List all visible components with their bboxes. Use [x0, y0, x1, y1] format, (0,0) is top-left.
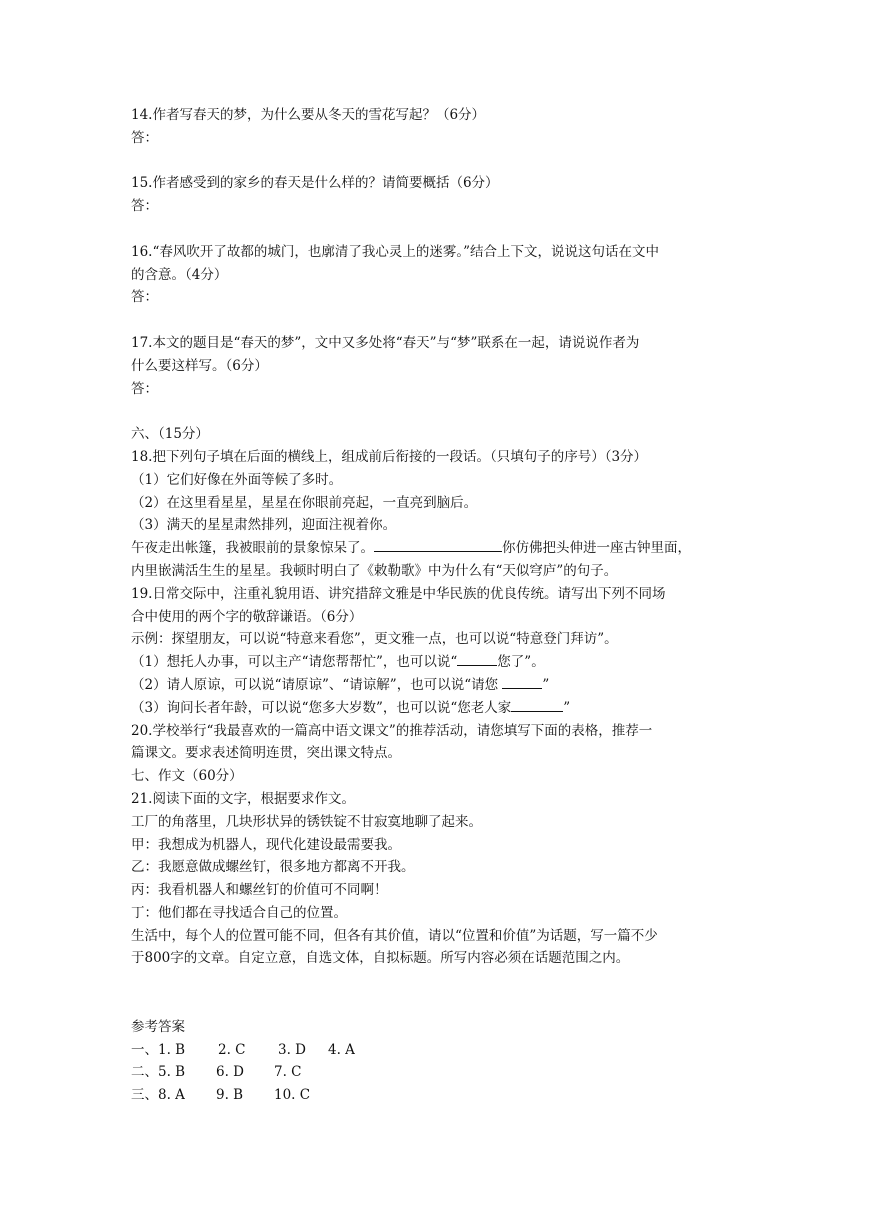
question-21-material: 乙：我愿意做成螺丝钉，很多地方都离不开我。: [131, 859, 415, 876]
question-21-material: 丙：我看机器人和螺丝钉的价值可不同啊！: [131, 882, 388, 899]
question-17-line: 什么要这样写。（6分）: [131, 357, 268, 374]
question-18-passage: 午夜走出帐篷，我被眼前的景象惊呆了。 你仿佛把头伸进一座古钟里面，: [131, 537, 739, 560]
question-16-line: 的含意。（4分）: [131, 266, 228, 283]
fill-blank[interactable]: [511, 697, 563, 712]
question-21-material: 丁：他们都在寻找适合自己的位置。: [131, 904, 347, 921]
question-20-line: 篇课文。要求表述简明连贯，突出课文特点。: [131, 745, 401, 762]
question-21-prompt: 21.阅读下面的文字，根据要求作文。: [131, 790, 355, 807]
answer-key-title: 参考答案: [131, 1018, 185, 1035]
answer-label: 答：: [131, 129, 158, 146]
answer-key-row: 二、5. B 6. D 7. C: [131, 1064, 302, 1081]
question-19-item: （1）想托人办事，可以主产“请您帮帮忙”，也可以说“ 您了”。: [131, 651, 739, 674]
question-16-line: 16.“春风吹开了故都的城门，也廓清了我心灵上的迷雾。”结合上下文，说说这句话在文中: [131, 243, 660, 260]
question-18-option: （1）它们好像在外面等候了多时。: [131, 471, 343, 488]
answer-label: 答：: [131, 289, 158, 306]
question-14: 14.作者写春天的梦，为什么要从冬天的雪花写起？（6分）: [131, 107, 486, 123]
answer-key-row: 一、1. B 2. C 3. D 4. A: [131, 1041, 355, 1058]
question-19-item: （2）请人原谅，可以说“请原谅”、“请谅解”，也可以说“请您 ”: [131, 674, 739, 697]
question-18-option: （3）满天的星星肃然排列，迎面注视着你。: [131, 517, 397, 534]
question-21-material: 甲：我想成为机器人，现代化建设最需要我。: [131, 836, 401, 853]
question-19-item: （3）询问长者年龄，可以说“您多大岁数”，也可以说“您老人家 ”: [131, 697, 739, 720]
section-6-title: 六、（15分）: [131, 426, 209, 443]
question-19-line: 合中使用的两个字的敬辞谦语。（6分）: [131, 608, 363, 625]
answer-key-row: 三、8. A 9. B 10. C: [131, 1087, 311, 1104]
answer-label: 答：: [131, 380, 158, 397]
question-15: 15.作者感受到的家乡的春天是什么样的？请简要概括（6分）: [131, 175, 499, 192]
answer-label: 答：: [131, 198, 158, 215]
fill-blank[interactable]: [457, 651, 497, 666]
question-19-line: 19.日常交际中，注重礼貌用语、讲究措辞文雅是中华民族的优良传统。请写出下列不同场: [131, 585, 666, 602]
question-17-line: 17.本文的题目是“春天的梦”，文中又多处将“春天”与“梦”联系在一起，请说说作者为: [131, 334, 640, 351]
fill-blank[interactable]: [374, 537, 502, 552]
section-7-title: 七、作文（60分）: [131, 768, 243, 785]
question-21-requirement: 生活中，每个人的位置可能不同，但各有其价值，请以“位置和价值”为话题，写一篇不少: [131, 927, 658, 944]
question-18-passage: 内里嵌满活生生的星星。我顿时明白了《敕勒歌》中为什么有“天似穹庐”的句子。: [131, 562, 618, 579]
document-body: [131, 104, 739, 1107]
question-21-requirement: 于800字的文章。自定立意，自选文体，自拟标题。所写内容必须在话题范围之内。: [131, 950, 630, 967]
question-21-material: 工厂的角落里，几块形状异的锈铁锭不甘寂寞地聊了起来。: [131, 813, 482, 830]
question-18-prompt: 18.把下列句子填在后面的横线上，组成前后衔接的一段话。（只填句子的序号）（3分）: [131, 448, 648, 465]
question-19-example: 示例：探望朋友，可以说“特意来看您”，更文雅一点，也可以说“特意登门拜访”。: [131, 631, 618, 648]
question-20-line: 20.学校举行“我最喜欢的一篇高中语文课文”的推荐活动，请您填写下面的表格，推荐一: [131, 722, 653, 739]
fill-blank[interactable]: [502, 674, 542, 689]
question-18-option: （2）在这里看星星，星星在你眼前亮起，一直亮到脑后。: [131, 494, 478, 511]
